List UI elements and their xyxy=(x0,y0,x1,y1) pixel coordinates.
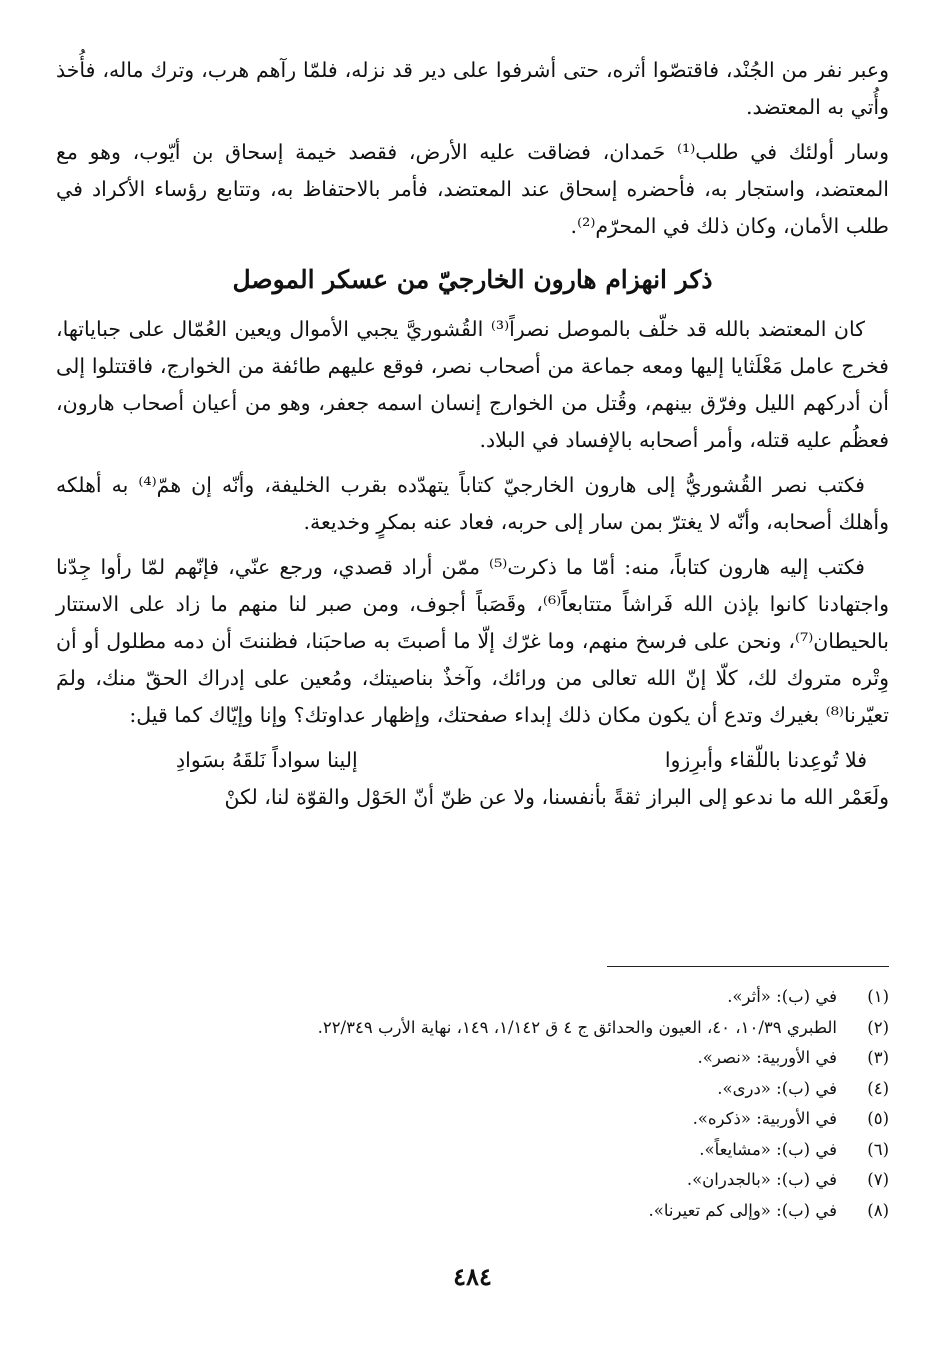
footnote-number: (٢) xyxy=(867,1017,889,1037)
footnote-text: في (ب): «درى». xyxy=(717,1078,837,1098)
footnote-number: (٨) xyxy=(867,1200,889,1220)
footnote-3 xyxy=(56,1043,889,1074)
footnote-number: (٥) xyxy=(867,1109,889,1128)
paragraph-6: ولَعَمْر الله ما ندعو إلى البراز ثقةً بأنفسنا، ولا عن ظنّ أنّ الحَوْل والقوّة لنا، لكنْ xyxy=(224,785,889,809)
footnote-7 xyxy=(56,1165,889,1196)
poetry-verse xyxy=(56,742,889,779)
footnote-text: في (ب): «أثر». xyxy=(727,987,837,1006)
footnote-text: الطبري ١٠/٣٩، ٤٠، العيون والحدائق ج ٤ ق ١/١٤٢، ١٤٩، نهاية الأرب ٢٢/٣٤٩. xyxy=(317,1017,837,1037)
paragraph-5: فكتب إليه هارون كتاباً، منه: أمّا ما ذكرت⁽⁵⁾ ممّن أراد قصدي، ورجع عنّي، فإنّهم لمّا رأوا جِدّنا واجتهادنا كانوا بإذن الله فَراشاً متتابعاً⁽⁶⁾، وقَصَباً أجوف، ومن صبر لنا منهم ما زاد على الاستتار بالحيطان⁽⁷⁾، ونحن على فرسخ منهم، وما غرّك إلّا ما أصبتَ به صاحبَنا، فظننتَ أن دمه مطلول أو أن وِتْره متروك لك، كلّا إنّ الله تعالى من ورائك، وآخذٌ بناصيتك، ومُعين على إدراك الحقّ منك، ولمَ تعيّرنا⁽⁸⁾ بغيرك وتدع أن يكون مكان ذلك إبداء صفحتك، وإظهار عداوتك؟ وإنا وإيّاك كما قيل: xyxy=(56,555,890,727)
section-heading: ذكر انهزام هارون الخارجيّ من عسكر الموصل xyxy=(232,265,713,294)
footnote-5 xyxy=(56,1104,889,1135)
footnote-number: (٦) xyxy=(867,1139,889,1159)
footnote-text: في الأوربية: «ذكره». xyxy=(692,1109,837,1128)
verse-first-hemistich: فلا تُوعِدنا باللّقاء وأبرِزوا xyxy=(664,748,867,772)
footnote-1 xyxy=(56,982,889,1013)
footnote-text: في (ب): «وإلى كم تعيرنا». xyxy=(648,1200,837,1220)
footnotes xyxy=(56,982,889,1226)
footnote-2 xyxy=(56,1013,889,1044)
footnote-number: (٧) xyxy=(867,1170,889,1189)
page-number: ٤٨٤ xyxy=(453,1262,492,1291)
footnote-text: في (ب): «بالجدران». xyxy=(686,1170,837,1189)
footnote-text: في (ب): «مشايعاً». xyxy=(699,1139,837,1159)
footnote-text: في الأوربية: «نصر». xyxy=(697,1048,837,1067)
footnote-separator xyxy=(607,966,889,967)
paragraph-3: كان المعتضد بالله قد خلّف بالموصل نصراً⁽³⁾ القُشوريَّ يجبي الأموال ويعين العُمّال على جباياتها، فخرج عامل مَعْلَثايا إليها ومعه جماعة من أصحاب نصر، فوقع عليهم طائفة من الخوارج، فاقتتلوا إلى أن أدركهم الليل وفرّق بينهم، وقُتل من الخوارج إنسان اسمه جعفر، وهو من أعيان أصحاب هارون، فعظُم عليه قتله، وأمر أصحابه بالإفساد في البلاد. xyxy=(56,317,889,452)
paragraph-4: فكتب نصر القُشوريُّ إلى هارون الخارجيّ كتاباً يتهدّده بقرب الخليفة، وأنّه إن همّ⁽⁴⁾ به أهلكه وأهلك أصحابه، وأنّه لا يغترّ بمن سار إلى حربه، فعاد عنه بمكرٍ وخديعة. xyxy=(56,473,889,534)
footnote-8 xyxy=(56,1196,889,1227)
footnote-number: (٣) xyxy=(867,1048,889,1067)
footnote-number: (٤) xyxy=(867,1078,889,1098)
footnote-6 xyxy=(56,1135,889,1166)
footnote-number: (١) xyxy=(867,987,889,1006)
paragraph-1: وعبر نفر من الجُنْد، فاقتصّوا أثره، حتى أشرفوا على دير قد نزله، فلمّا رآهم هرب، وترك ماله، فأُخذ وأُتي به المعتضد. xyxy=(56,58,889,119)
verse-second-hemistich: إلينا سواداً نَلقَهُ بسَوادِ xyxy=(176,748,358,772)
main-text xyxy=(56,52,889,824)
footnote-4 xyxy=(56,1074,889,1105)
paragraph-2: وسار أولئك في طلب⁽¹⁾ حَمدان، فضاقت عليه الأرض، فقصد خيمة إسحاق بن أيّوب، وهو مع المعتضد، واستجار به، فأحضره إسحاق عند المعتضد، فأمر بالاحتفاظ به، وتتابع رؤساء الأكراد في طلب الأمان، وكان ذلك في المحرّم⁽²⁾. xyxy=(56,140,889,238)
